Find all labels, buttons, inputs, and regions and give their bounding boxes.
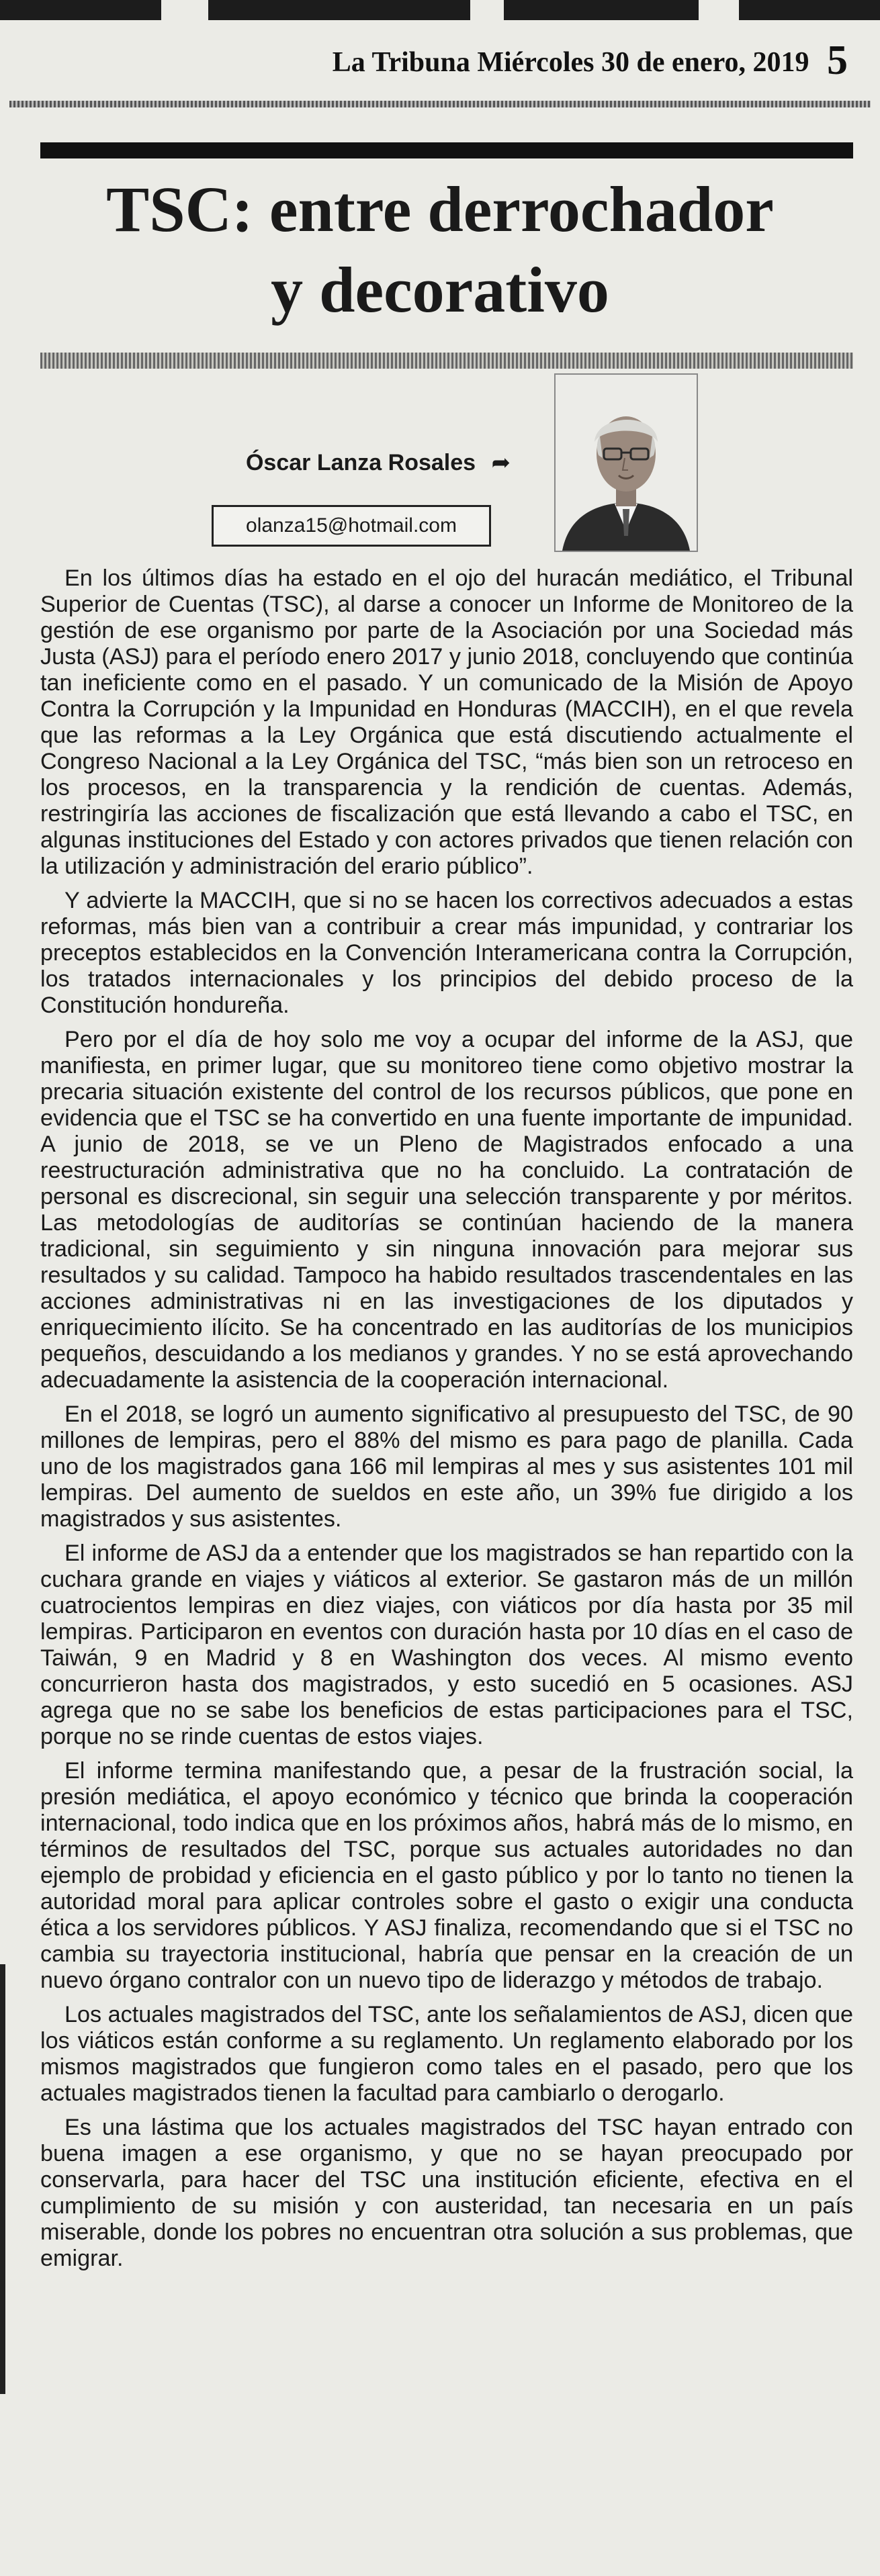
- paper-name: La Tribuna: [332, 47, 470, 78]
- title-bar: [40, 142, 853, 158]
- paragraph-3: Pero por el día de hoy solo me voy a ocupar del informe de la ASJ, que manifiesta, en primer lugar, que su monitoreo tiene como objetivo mostrar la precaria situación existente del control de los recursos públicos, que pone en evidencia que el TSC se ha convertido en una fuente importante de impunidad. A junio de 2018, se ve un Pleno de Magistrados enfocado a una reestructuración administrativa que no ha concluido. La contratación de personal es discrecional, sin seguir una selección transparente y por méritos. Las metodologías de auditorías se continúan haciendo de la manera tradicional, sin seguimiento y sin ninguna innovación para mejorar sus resultados y su calidad. Tampoco ha habido resultados trascendentales en las acciones administrativas ni en las investigaciones de los diputados y enriquecimiento ilícito. Se ha concentrado en las auditorías de los municipios pequeños, descuidando a los medianos y grandes. Y no se está aprovechando adecuadamente la asistencia de la cooperación internacional.: [40, 1027, 853, 1393]
- paragraph-7: Los actuales magistrados del TSC, ante los señalamientos de ASJ, dicen que los viáticos están conforme a su reglamento. Un reglamento elaborado por los mismos magistrados que fungieron como tales en el pasado, pero que los actuales magistrados tienen la facultad para cambiarlo o derogarlo.: [40, 2002, 853, 2106]
- paragraph-2: Y advierte la MACCIH, que si no se hacen los correctivos adecuados a estas reformas, más bien van a contribuir a crear más impunidad, y contrariar los preceptos establecidos en la Convención Interamericana contra la Corrupción, los tratados internacionales y los principios del debido proceso de la Constitución hondureña.: [40, 888, 853, 1018]
- header-rule: [9, 101, 871, 107]
- author-photo: [554, 373, 698, 552]
- paragraph-4: En el 2018, se logró un aumento significativo al presupuesto del TSC, de 90 millones de lempiras, pero el 88% del mismo es para pago de planilla. Cada uno de los magistrados gana 166 mil lempiras al mes y sus asistentes 101 mil lempiras. Del aumento de sueldos en este año, un 39% fue dirigido a los magistrados y sus asistentes.: [40, 1401, 853, 1532]
- author-name: Óscar Lanza Rosales: [245, 450, 476, 475]
- author-email: olanza15@hotmail.com: [212, 505, 491, 547]
- author-photo-drawing: [556, 375, 697, 551]
- headline-line-1: TSC: entre derrochador: [106, 173, 774, 245]
- page-header: [0, 40, 848, 83]
- issue-date: Miércoles 30 de enero, 2019: [477, 47, 809, 78]
- paragraph-8: Es una lástima que los actuales magistrados del TSC hayan entrado con buena imagen a ese organismo, y que no se hayan preocupado por conservarla, para hacer del TSC una institución eficiente, efectiva en el cumplimiento de su misión y con austeridad, tan necesaria en un país miserable, donde los pobres no encuentran otra solución a sus problemas, que emigrar.: [40, 2115, 853, 2271]
- paragraph-5: El informe de ASJ da a entender que los magistrados se han repartido con la cuchara grande en viajes y viáticos al exterior. Se gastaron más de un millón cuatrocientos lempiras en diez viajes, con viáticos por día hasta por 35 mil lempiras. Participaron en eventos con duración hasta por 10 días en el caso de Taiwán, 9 en Madrid y 8 en Washington dos veces. Al mismo evento concurrieron hasta dos magistrados, y esto sucedió en 5 ocasiones. ASJ agrega que no se sabe los beneficios de estas participaciones para el TSC, porque no se rinde cuentas de estos viajes.: [40, 1540, 853, 1749]
- byline: [40, 446, 511, 479]
- margin-mark: [0, 1964, 5, 2394]
- arrow-icon: ➦: [491, 450, 511, 475]
- headline: [27, 169, 853, 330]
- page-number: 5: [827, 38, 848, 83]
- top-edge-strip: [0, 0, 880, 20]
- paragraph-1: En los últimos días ha estado en el ojo del huracán mediático, el Tribunal Superior de Cuentas (TSC), al darse a conocer un Informe de Monitoreo de la gestión de ese organismo por parte de la Asociación por una Sociedad más Justa (ASJ) para el período enero 2017 y junio 2018, concluyendo que continúa tan ineficiente como en el pasado. Y un comunicado de la Misión de Apoyo Contra la Corrupción y la Impunidad en Honduras (MACCIH), en el que revela que las reformas a la Ley Orgánica que está discutiendo actualmente el Congreso Nacional a la Ley Orgánica del TSC, “más bien son un retroceso en los procesos, en la transparencia y la rendición de cuentas. Además, restringiría las acciones de fiscalización que está llevando a cabo el TSC, en algunas instituciones del Estado y con actores privados que tienen relación con la utilización y administración del erario público”.: [40, 565, 853, 879]
- headline-line-2: y decorativo: [271, 254, 609, 326]
- headline-rule: [40, 353, 853, 369]
- article-body: [40, 565, 853, 2280]
- bleed-through-ghost: [410, 420, 415, 441]
- paragraph-6: El informe termina manifestando que, a pesar de la frustración social, la presión mediática, el apoyo económico y técnico que brinda la cooperación internacional, todo indica que en los próximos años, habrá más de lo mismo, en términos de resultados del TSC, porque sus actuales autoridades no dan ejemplo de probidad y eficiencia en el gasto público y por lo tanto no tienen la autoridad moral para aplicar controles sobre el gasto o exigir una conducta ética a los servidores públicos. Y ASJ finaliza, recomendando que si el TSC no cambia su trayectoria institucional, habría que pensar en la creación de un nuevo órgano contralor con un nuevo tipo de liderazgo y métodos de trabajo.: [40, 1758, 853, 1993]
